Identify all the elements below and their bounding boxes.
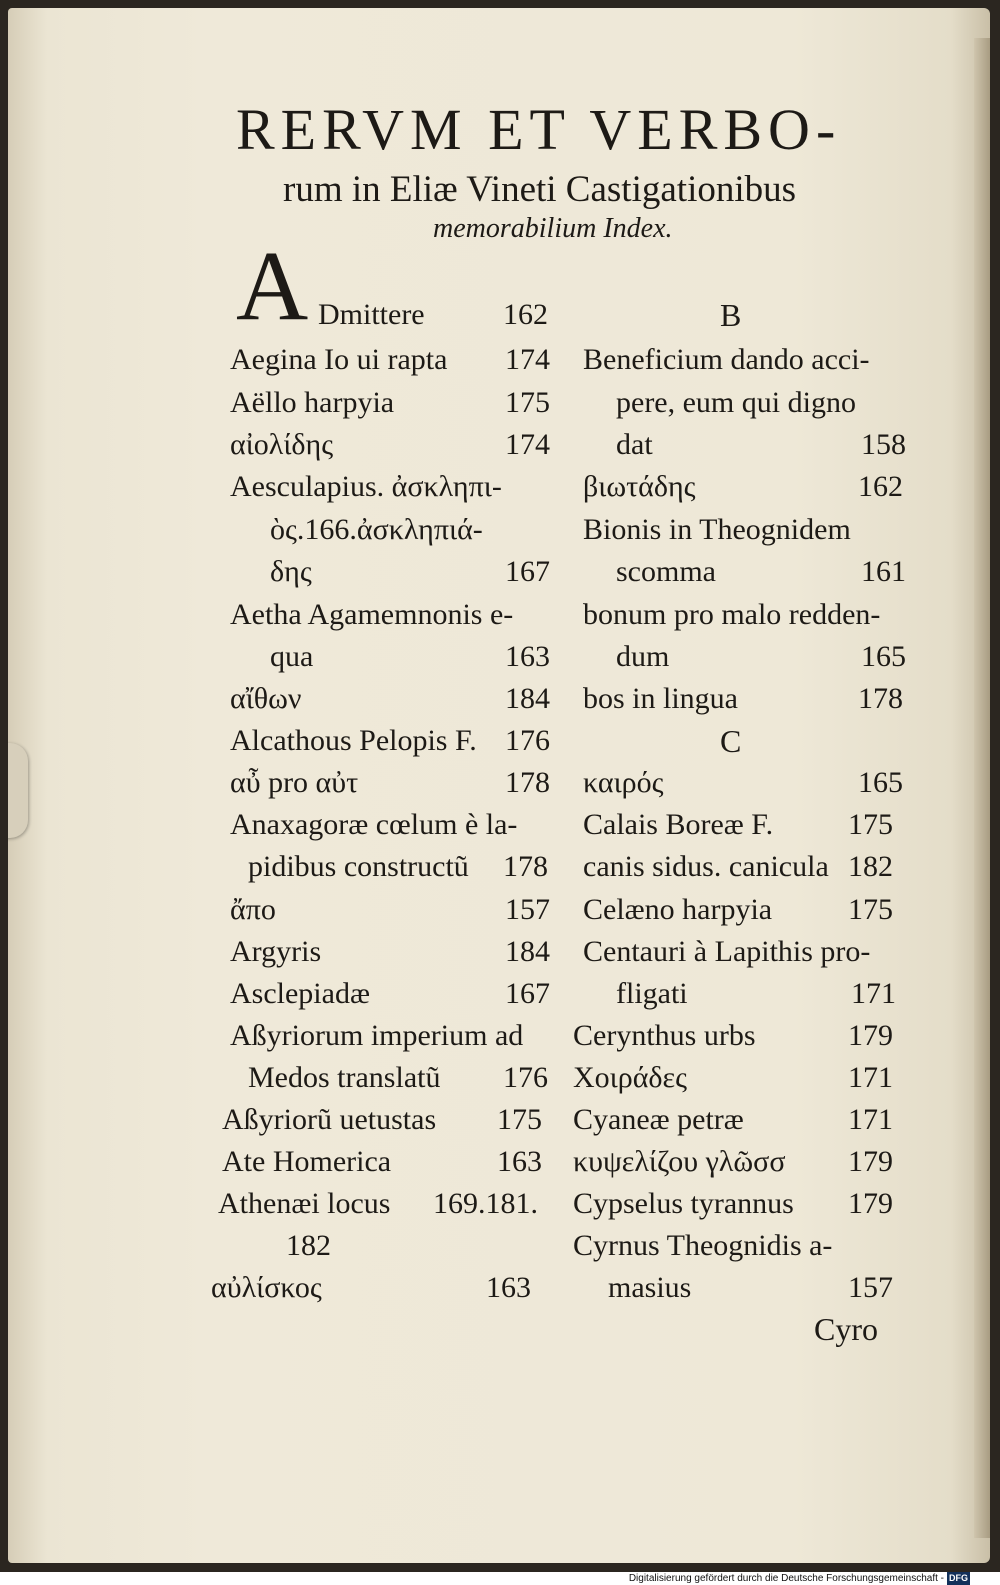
index-page-number: 171 — [848, 1061, 893, 1094]
index-term: Aßyriorũ uetustas — [222, 1103, 437, 1136]
index-term: Medos translatũ — [248, 1061, 441, 1094]
index-term: Calais Boreæ F. — [583, 808, 774, 841]
index-page-number: 167 — [505, 555, 550, 588]
drop-capital: A — [236, 230, 309, 341]
index-page-number: 178 — [858, 682, 903, 715]
index-page-number: 174 — [505, 428, 550, 461]
index-page-number: 175 — [848, 893, 893, 926]
index-page-number: 171 — [851, 977, 896, 1010]
index-term: αὖ pro αὐτ — [230, 766, 359, 799]
index-term: δης — [270, 555, 312, 588]
index-term: Cyrnus Theognidis a- — [573, 1229, 833, 1262]
index-term: dat — [616, 428, 653, 461]
index-term: βιωτάδης — [583, 470, 696, 503]
index-term: Cypselus tyrannus — [573, 1187, 794, 1220]
index-term: Aëllo harpyia — [230, 386, 395, 419]
index-page-number: 163 — [497, 1145, 542, 1178]
index-term: καιρός — [583, 766, 664, 799]
index-term: ὸς.166.ἀσκληπιά- — [270, 513, 483, 546]
index-term: scomma — [616, 555, 716, 588]
index-term: ἄπο — [230, 893, 276, 926]
index-page-number: 165 — [858, 766, 903, 799]
index-page-number: 167 — [505, 977, 550, 1010]
digitization-footer — [629, 1572, 970, 1585]
index-term: fligati — [616, 977, 688, 1010]
index-title-line-3: memorabilium Index. — [433, 213, 673, 244]
book-page — [8, 8, 990, 1563]
section-letter-label: C — [720, 723, 742, 759]
index-page-number: 176 — [503, 1061, 548, 1094]
index-term: masius — [608, 1271, 692, 1304]
index-term: Aßyriorum imperium ad — [230, 1019, 524, 1052]
index-page-number: 161 — [861, 555, 906, 588]
catchword: Cyro — [814, 1311, 878, 1347]
index-term: qua — [270, 640, 314, 673]
index-page-number: 175 — [505, 386, 550, 419]
index-term: Athenæi locus — [218, 1187, 391, 1220]
index-page-number: 169.181. — [433, 1187, 538, 1220]
index-term: pidibus constructũ — [248, 850, 469, 883]
index-term: dum — [616, 640, 670, 673]
index-page-number: 174 — [505, 343, 550, 376]
index-term: Celæno harpyia — [583, 893, 773, 926]
section-letter-label: B — [720, 297, 742, 333]
index-title-line-2: rum in Eliæ Vineti Castigationibus — [283, 169, 797, 210]
index-term: Aesculapius. ἀσκληπι- — [230, 470, 502, 503]
index-page-number: 178 — [503, 850, 548, 883]
index-page-number: 179 — [848, 1145, 893, 1178]
index-term: Dmittere — [318, 298, 425, 331]
index-term: Ate Homerica — [222, 1145, 392, 1178]
index-term: Aetha Agamemnonis e- — [230, 598, 514, 631]
index-term: bonum pro malo redden- — [583, 598, 881, 631]
index-page-number: 162 — [503, 298, 548, 331]
binding-clip — [8, 743, 28, 838]
index-page-number: 165 — [861, 640, 906, 673]
index-term: κυψελίζου γλῶσσ — [573, 1145, 786, 1178]
index-page-number: 175 — [848, 808, 893, 841]
index-page-number: 162 — [858, 470, 903, 503]
index-page-number: 176 — [505, 724, 550, 757]
index-page-number: 163 — [486, 1271, 531, 1304]
section-letter — [720, 298, 760, 332]
index-page-number: 179 — [848, 1019, 893, 1052]
index-term: Χοιράδες — [573, 1061, 688, 1094]
index-page-number: 175 — [497, 1103, 542, 1136]
index-term: αὐλίσκος — [211, 1271, 322, 1304]
footer-text: Digitalisierung gefördert durch die Deutsche Forschungsgemeinschaft - — [628, 1573, 944, 1584]
section-letter — [720, 724, 760, 758]
index-term: Centauri à Lapithis pro- — [583, 935, 871, 968]
index-term: Argyris — [230, 935, 322, 968]
index-term: canis sidus. canicula — [583, 850, 829, 883]
index-page-number: 184 — [505, 682, 550, 715]
index-term: Beneficium dando acci- — [583, 343, 870, 376]
index-term: αἴθων — [230, 682, 302, 715]
index-term: αἰολίδης — [230, 428, 334, 461]
index-term: 182 — [286, 1229, 331, 1262]
index-term: Anaxagoræ cœlum è la- — [230, 808, 518, 841]
index-page-number: 184 — [505, 935, 550, 968]
index-term: Cerynthus urbs — [573, 1019, 756, 1052]
index-page-number: 163 — [505, 640, 550, 673]
index-page-number: 157 — [848, 1271, 893, 1304]
index-term: Cyaneæ petræ — [573, 1103, 744, 1136]
index-title-line-1: RERVM ET VERBO- — [236, 97, 842, 162]
index-page-number: 178 — [505, 766, 550, 799]
dfg-logo: DFG — [949, 1573, 968, 1583]
index-term: Aegina Io ui rapta — [230, 343, 448, 376]
index-page-number: 171 — [848, 1103, 893, 1136]
index-term: Asclepiadæ — [230, 977, 370, 1010]
index-term: Alcathous Pelopis F. — [230, 724, 477, 757]
index-page-number: 158 — [861, 428, 906, 461]
index-page-number: 157 — [505, 893, 550, 926]
page-edge — [974, 38, 990, 1538]
index-page-number: 182 — [848, 850, 893, 883]
index-term: pere, eum qui digno — [616, 386, 856, 419]
index-term: Bionis in Theognidem — [583, 513, 851, 546]
index-page-number: 179 — [848, 1187, 893, 1220]
index-term: bos in lingua — [583, 682, 738, 715]
